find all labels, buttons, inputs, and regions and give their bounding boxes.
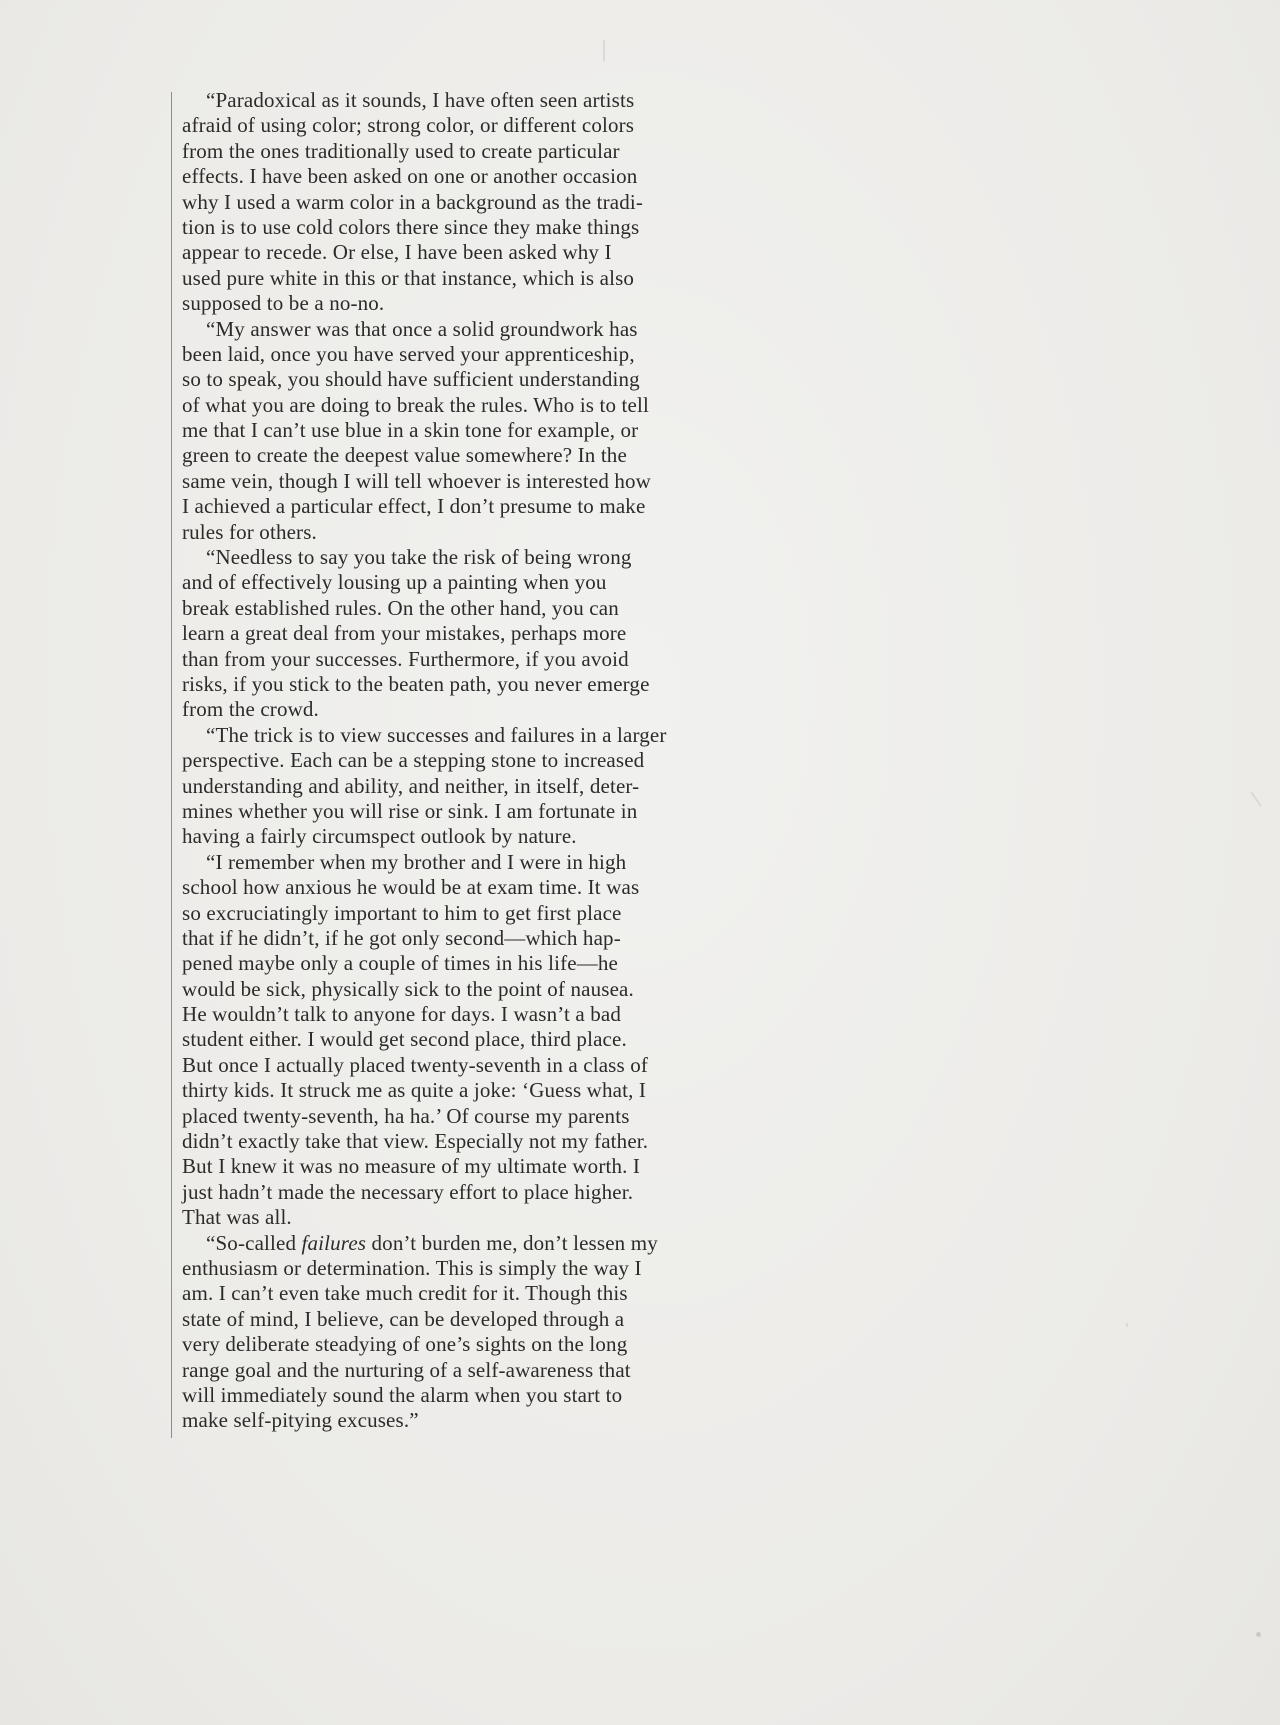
text-line: why I used a warm color in a background as the tradi- xyxy=(182,189,644,214)
text-line: so to speak, you should have sufficient understanding xyxy=(182,367,640,392)
text-line: make self-pitying excuses.” xyxy=(182,1408,419,1433)
text-line: would be sick, physically sick to the point of nausea. xyxy=(182,976,634,1001)
text-line: supposed to be a no-no. xyxy=(182,291,385,316)
paragraph xyxy=(182,1231,742,1434)
text-line: state of mind, I believe, can be developed through a xyxy=(182,1306,625,1331)
margin-rule xyxy=(171,92,172,1438)
text-line: “The trick is to view successes and failures in a larger xyxy=(206,722,667,747)
text-line: from the crowd. xyxy=(182,697,319,722)
paragraph xyxy=(182,850,742,1231)
text-line: rules for others. xyxy=(182,519,317,544)
text-line: “So-called failures don’t burden me, don’t lessen my xyxy=(206,1230,658,1255)
text-line: “Needless to say you take the risk of being wrong xyxy=(206,545,632,570)
text-line: student either. I would get second place, third place. xyxy=(182,1027,627,1052)
text-line: learn a great deal from your mistakes, perhaps more xyxy=(182,621,627,646)
text-line: didn’t exactly take that view. Especially not my father. xyxy=(182,1129,649,1154)
text-line: green to create the deepest value somewhere? In the xyxy=(182,443,627,468)
paragraph xyxy=(182,88,742,317)
text-line: “Paradoxical as it sounds, I have often seen artists xyxy=(206,88,635,112)
text-line: But once I actually placed twenty-seventh in a class of xyxy=(182,1052,649,1077)
text-line: so excruciatingly important to him to get first place xyxy=(182,900,622,925)
paragraph xyxy=(182,545,742,723)
text-line: been laid, once you have served your apprenticeship, xyxy=(182,341,635,366)
text-line: afraid of using color; strong color, or different colors xyxy=(182,113,635,138)
text-line: from the ones traditionally used to create particular xyxy=(182,138,620,163)
text-line: appear to recede. Or else, I have been asked why I xyxy=(182,240,612,265)
text-line: just hadn’t made the necessary effort to place higher. xyxy=(182,1179,634,1204)
text-line: pened maybe only a couple of times in his life—he xyxy=(182,951,618,976)
text-line: school how anxious he would be at exam time. It was xyxy=(182,875,640,900)
text-line: effects. I have been asked on one or another occasion xyxy=(182,164,638,189)
text-line: He wouldn’t talk to anyone for days. I wasn’t a bad xyxy=(182,1002,622,1027)
text-line: enthusiasm or determination. This is simply the way I xyxy=(182,1255,642,1280)
text-line: “I remember when my brother and I were in high xyxy=(206,849,627,874)
text-line: am. I can’t even take much credit for it. Though this xyxy=(182,1281,628,1306)
text-column xyxy=(182,88,742,1434)
text-line: “My answer was that once a solid groundwork has xyxy=(206,316,638,341)
text-line: thirty kids. It struck me as quite a joke: ‘Guess what, I xyxy=(182,1078,647,1103)
text-line: same vein, though I will tell whoever is interested how xyxy=(182,468,651,493)
text-line: that if he didn’t, if he got only second—which hap- xyxy=(182,925,621,950)
text-line: break established rules. On the other hand, you can xyxy=(182,595,619,620)
text-line: perspective. Each can be a stepping stone to increased xyxy=(182,748,645,773)
text-line: I achieved a particular effect, I don’t presume to make xyxy=(182,494,646,519)
text-line: That was all. xyxy=(182,1205,292,1230)
text-line: me that I can’t use blue in a skin tone for example, or xyxy=(182,418,639,443)
text-line: range goal and the nurturing of a self-awareness that xyxy=(182,1357,631,1382)
text-line: used pure white in this or that instance, which is also xyxy=(182,265,635,290)
text-line: risks, if you stick to the beaten path, you never emerge xyxy=(182,671,650,696)
paragraph xyxy=(182,723,742,850)
text-line: will immediately sound the alarm when you start to xyxy=(182,1382,623,1407)
text-line: understanding and ability, and neither, in itself, deter- xyxy=(182,773,640,798)
text-line: mines whether you will rise or sink. I am fortunate in xyxy=(182,798,638,823)
text-line: than from your successes. Furthermore, if you avoid xyxy=(182,646,629,671)
text-line: placed twenty-seventh, ha ha.’ Of course my parents xyxy=(182,1103,630,1128)
text-line: But I knew it was no measure of my ultimate worth. I xyxy=(182,1154,641,1179)
paragraph xyxy=(182,317,742,546)
text-line: tion is to use cold colors there since they make things xyxy=(182,214,640,239)
text-line: and of effectively lousing up a painting when you xyxy=(182,570,607,595)
text-line: very deliberate steadying of one’s sights on the long xyxy=(182,1332,628,1357)
text-line: of what you are doing to break the rules. Who is to tell xyxy=(182,392,649,417)
text-line: having a fairly circumspect outlook by nature. xyxy=(182,824,577,849)
